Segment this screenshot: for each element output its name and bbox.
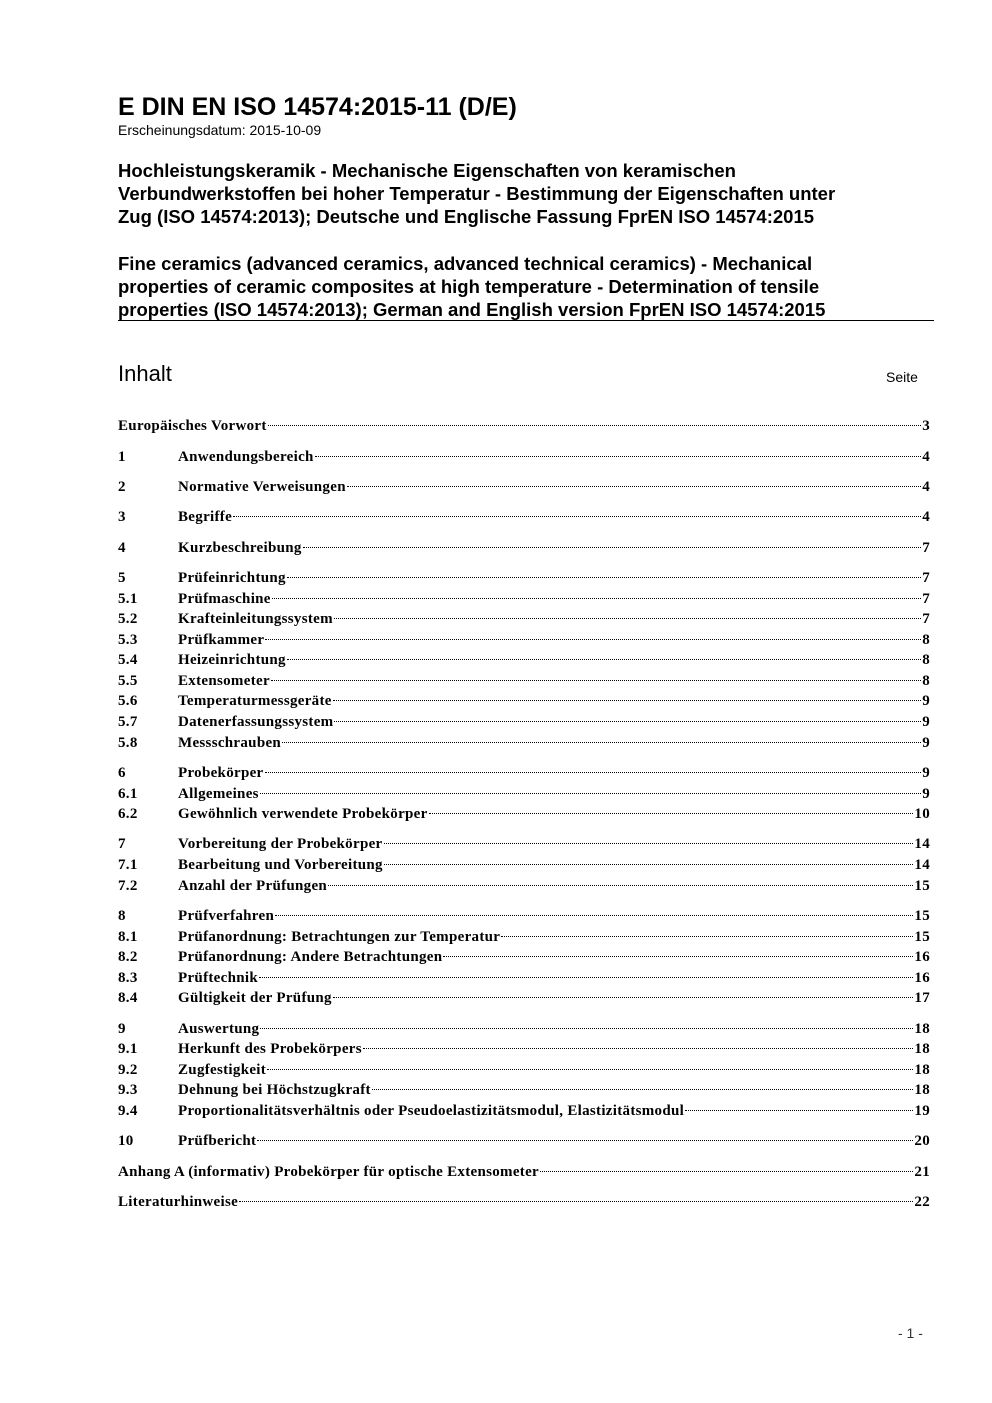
toc-entry-number: 2 [118, 479, 126, 495]
toc-entry[interactable] [118, 806, 930, 826]
toc-entry-page: 7 [922, 570, 930, 586]
title-english [118, 252, 918, 321]
toc-dot-leader [275, 915, 913, 916]
toc-entry-title: Normative Verweisungen [178, 479, 346, 495]
toc-entry-number: 5.8 [118, 735, 138, 751]
toc-entry[interactable] [118, 479, 930, 499]
toc-entry[interactable] [118, 949, 930, 969]
toc-entry-number: 6 [118, 765, 126, 781]
document-id: E DIN EN ISO 14574:2015-11 (D/E) [118, 93, 517, 121]
toc-entry-page: 19 [914, 1103, 930, 1119]
toc-entry-title: Extensometer [178, 673, 270, 689]
toc-entry-page: 16 [914, 949, 930, 965]
toc-entry-title: Prüfkammer [178, 632, 265, 648]
toc-entry-title: Anzahl der Prüfungen [178, 878, 328, 894]
toc-entry[interactable] [118, 878, 930, 898]
toc-dot-leader [443, 956, 913, 957]
toc-dot-leader [287, 577, 921, 578]
toc-entry-title: Prüfeinrichtung [178, 570, 286, 586]
toc-dot-leader [272, 598, 921, 599]
toc-entry-number: 7 [118, 836, 126, 852]
toc-entry-number: 8 [118, 908, 126, 924]
toc-entry-title: Prüfanordnung: Betrachtungen zur Temperatur [178, 929, 501, 945]
toc-entry-page: 22 [914, 1194, 930, 1210]
toc-dot-leader [260, 1028, 913, 1029]
toc-entry-title: Vorbereitung der Probekörper [178, 836, 383, 852]
toc-dot-leader [303, 547, 921, 548]
toc-entry-title: Anhang A (informativ) Probekörper für optische Extensometer [118, 1164, 540, 1180]
toc-dot-leader [384, 864, 914, 865]
toc-page-label: Seite [886, 369, 918, 385]
toc-dot-leader [282, 742, 921, 743]
title-line: Fine ceramics (advanced ceramics, advanced technical ceramics) - Mechanical [118, 253, 813, 274]
toc-entry-number: 9.4 [118, 1103, 138, 1119]
toc-entry-page: 18 [914, 1021, 930, 1037]
toc-entry-title: Bearbeitung und Vorbereitung [178, 857, 383, 873]
toc-entry-title: Prüfmaschine [178, 591, 271, 607]
toc-entry-number: 5.2 [118, 611, 138, 627]
toc-entry-page: 9 [922, 765, 930, 781]
toc-entry-page: 14 [914, 857, 930, 873]
toc-entry-number: 4 [118, 540, 126, 556]
toc-entry-page: 16 [914, 970, 930, 986]
toc-entry-number: 5.7 [118, 714, 138, 730]
toc-entry-page: 20 [914, 1133, 930, 1149]
toc-entry-title: Probekörper [178, 765, 264, 781]
toc-entry-number: 1 [118, 449, 126, 465]
toc-entry-page: 4 [922, 479, 930, 495]
toc-entry[interactable] [118, 1103, 930, 1123]
toc-entry[interactable] [118, 1062, 930, 1082]
toc-entry-page: 18 [914, 1062, 930, 1078]
toc-entry-number: 8.1 [118, 929, 138, 945]
toc-entry-title: Gültigkeit der Prüfung [178, 990, 332, 1006]
toc-entry-page: 4 [922, 449, 930, 465]
toc-entry-title: Datenerfassungssystem [178, 714, 334, 730]
toc-dot-leader [334, 721, 921, 722]
toc-entry-page: 3 [922, 418, 930, 434]
toc-entry-page: 9 [922, 714, 930, 730]
toc-entry-title: Prüfanordnung: Andere Betrachtungen [178, 949, 443, 965]
toc-entry-number: 7.1 [118, 857, 138, 873]
toc-entry[interactable] [118, 418, 930, 438]
title-line: Verbundwerkstoffen bei hoher Temperatur - Bestimmung der Eigenschaften unter [118, 183, 836, 204]
toc-entry-page: 9 [922, 693, 930, 709]
toc-entry-title: Allgemeines [178, 786, 259, 802]
toc-entry-title: Krafteinleitungssystem [178, 611, 333, 627]
toc-dot-leader [265, 639, 921, 640]
toc-entry-number: 6.1 [118, 786, 138, 802]
title-line: Hochleistungskeramik - Mechanische Eigenschaften von keramischen [118, 160, 736, 181]
toc-entry[interactable] [118, 765, 930, 785]
toc-entry-title: Auswertung [178, 1021, 260, 1037]
toc-dot-leader [267, 1069, 913, 1070]
toc-entry-number: 5 [118, 570, 126, 586]
toc-entry-number: 5.6 [118, 693, 138, 709]
toc-dot-leader [384, 843, 914, 844]
toc-entry-page: 7 [922, 611, 930, 627]
toc-entry-title: Temperaturmessgeräte [178, 693, 332, 709]
toc-entry-number: 9.2 [118, 1062, 138, 1078]
toc-dot-leader [259, 977, 913, 978]
publication-date: Erscheinungsdatum: 2015-10-09 [118, 122, 322, 138]
title-divider [118, 320, 934, 321]
toc-entry-number: 9 [118, 1021, 126, 1037]
toc-dot-leader [333, 997, 914, 998]
page-number: - 1 - [898, 1325, 923, 1341]
toc-entry-title: Messschrauben [178, 735, 282, 751]
toc-dot-leader [333, 700, 921, 701]
toc-entry-page: 18 [914, 1041, 930, 1057]
toc-entry-title: Heizeinrichtung [178, 652, 286, 668]
title-line: properties of ceramic composites at high temperature - Determination of tensile [118, 276, 820, 297]
toc-entry[interactable] [118, 786, 930, 806]
toc-entry-page: 15 [914, 908, 930, 924]
toc-dot-leader [363, 1048, 914, 1049]
toc-entry[interactable] [118, 714, 930, 734]
toc-entry-title: Anwendungsbereich [178, 449, 314, 465]
title-line: Zug (ISO 14574:2013); Deutsche und Englische Fassung FprEN ISO 14574:2015 [118, 206, 815, 227]
toc-dot-leader [685, 1110, 913, 1111]
toc-entry-page: 10 [914, 806, 930, 822]
toc-entry-page: 15 [914, 878, 930, 894]
toc-entry[interactable] [118, 540, 930, 560]
toc-dot-leader [257, 1140, 913, 1141]
toc-entry[interactable] [118, 673, 930, 693]
toc-entry-number: 5.4 [118, 652, 138, 668]
toc-entry-number: 8.2 [118, 949, 138, 965]
toc-entry-number: 6.2 [118, 806, 138, 822]
toc-entry-title: Herkunft des Probekörpers [178, 1041, 362, 1057]
toc-entry-title: Literaturhinweise [118, 1194, 239, 1210]
toc-entry-number: 5.1 [118, 591, 138, 607]
title-line: properties (ISO 14574:2013); German and English version FprEN ISO 14574:2015 [118, 299, 826, 320]
toc-entry-page: 4 [922, 509, 930, 525]
toc-dot-leader [328, 885, 913, 886]
toc-heading: Inhalt [118, 361, 172, 386]
toc-entry-page: 15 [914, 929, 930, 945]
toc-entry-title: Proportionalitätsverhältnis oder Pseudoelastizitätsmodul, Elastizitätsmodul [178, 1103, 685, 1119]
title-german [118, 159, 918, 228]
toc-entry-page: 8 [922, 652, 930, 668]
toc-entry-title: Prüfbericht [178, 1133, 257, 1149]
toc-entry-page: 8 [922, 673, 930, 689]
toc-entry[interactable] [118, 1194, 930, 1214]
toc-dot-leader [540, 1171, 913, 1172]
toc-entry-page: 21 [914, 1164, 930, 1180]
toc-entry-page: 9 [922, 786, 930, 802]
toc-entry[interactable] [118, 652, 930, 672]
toc-entry[interactable] [118, 449, 930, 469]
toc-entry-page: 8 [922, 632, 930, 648]
toc-dot-leader [233, 516, 921, 517]
toc-entry[interactable] [118, 1133, 930, 1153]
toc-dot-leader [265, 772, 922, 773]
toc-entry-page: 17 [914, 990, 930, 1006]
toc-dot-leader [347, 486, 921, 487]
toc-dot-leader [271, 680, 921, 681]
toc-entry-page: 7 [922, 540, 930, 556]
toc-entry[interactable] [118, 857, 930, 877]
toc-dot-leader [315, 456, 922, 457]
toc-entry-title: Begriffe [178, 509, 233, 525]
toc-entry-title: Dehnung bei Höchstzugkraft [178, 1082, 371, 1098]
toc-entry-title: Gewöhnlich verwendete Probekörper [178, 806, 428, 822]
toc-dot-leader [372, 1089, 914, 1090]
toc-dot-leader [334, 618, 921, 619]
toc-entry[interactable] [118, 735, 930, 755]
toc-entry-number: 7.2 [118, 878, 138, 894]
toc-entry-title: Europäisches Vorwort [118, 418, 267, 434]
toc-entry[interactable] [118, 990, 930, 1010]
toc-entry-number: 8.3 [118, 970, 138, 986]
toc-dot-leader [429, 813, 914, 814]
toc-entry-title: Kurzbeschreibung [178, 540, 302, 556]
toc-entry-page: 14 [914, 836, 930, 852]
toc-entry[interactable] [118, 509, 930, 529]
toc-entry[interactable] [118, 1082, 930, 1102]
toc-dot-leader [501, 936, 913, 937]
toc-entry-title: Zugfestigkeit [178, 1062, 267, 1078]
toc-dot-leader [260, 793, 921, 794]
toc-entry[interactable] [118, 970, 930, 990]
toc-entry-title: Prüfverfahren [178, 908, 275, 924]
toc-dot-leader [268, 425, 922, 426]
toc-entry[interactable] [118, 1021, 930, 1041]
toc-entry-number: 3 [118, 509, 126, 525]
toc-entry-page: 9 [922, 735, 930, 751]
toc-entry[interactable] [118, 570, 930, 590]
toc-entry-number: 9.3 [118, 1082, 138, 1098]
toc-entry[interactable] [118, 929, 930, 949]
toc-entry[interactable] [118, 693, 930, 713]
toc-dot-leader [239, 1201, 913, 1202]
toc-entry[interactable] [118, 1041, 930, 1061]
toc-entry[interactable] [118, 591, 930, 611]
toc-entry[interactable] [118, 1164, 930, 1184]
toc-entry[interactable] [118, 908, 930, 928]
toc-entry[interactable] [118, 611, 930, 631]
toc-entry-title: Prüftechnik [178, 970, 258, 986]
toc-entry-number: 8.4 [118, 990, 138, 1006]
toc-entry-number: 10 [118, 1133, 134, 1149]
toc-entry-number: 5.3 [118, 632, 138, 648]
toc-entry-page: 18 [914, 1082, 930, 1098]
toc-dot-leader [287, 659, 921, 660]
toc-entry[interactable] [118, 836, 930, 856]
toc-entry[interactable] [118, 632, 930, 652]
toc-entry-number: 9.1 [118, 1041, 138, 1057]
toc-entry-page: 7 [922, 591, 930, 607]
toc-entry-number: 5.5 [118, 673, 138, 689]
